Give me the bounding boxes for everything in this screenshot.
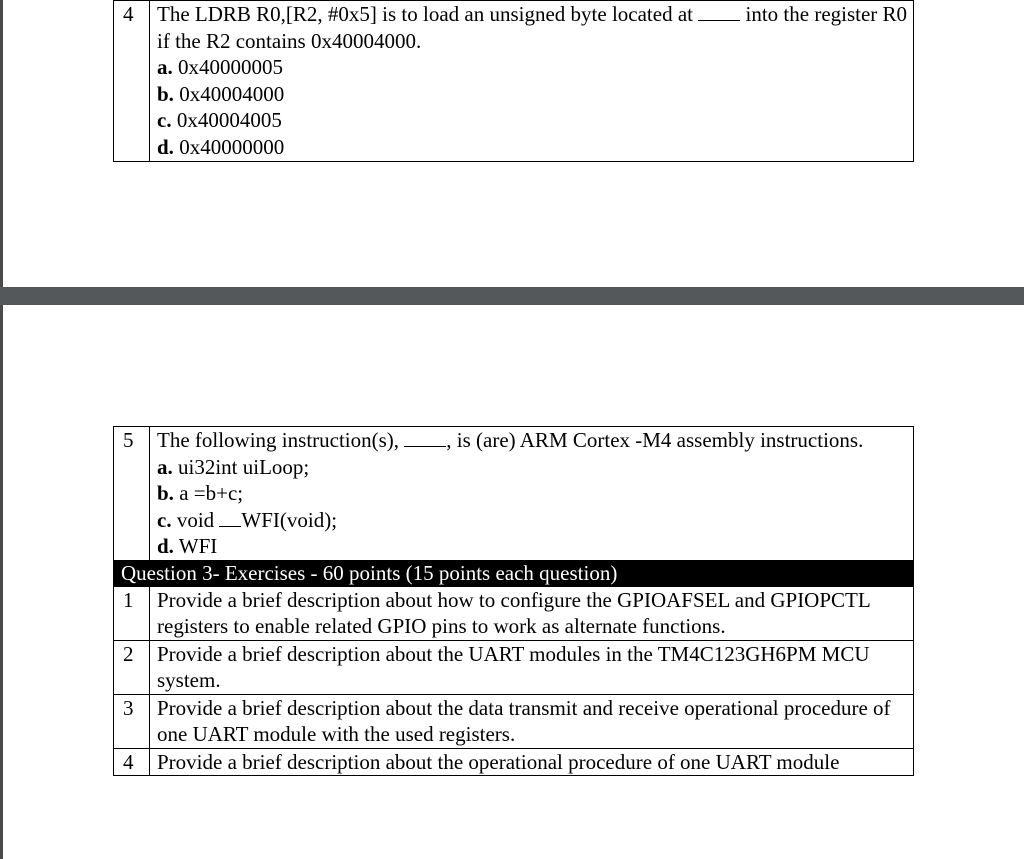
exercise-row xyxy=(114,694,914,748)
question-stem: The LDRB R0,[R2, #0x5] is to load an unsigned byte located at xyxy=(157,2,699,26)
question-number: 4 xyxy=(114,1,150,162)
section-header: Question 3- Exercises - 60 points (15 points each question) xyxy=(114,560,914,586)
exercise-text: Provide a brief description about the UART modules in the TM4C123GH6PM MCU system. xyxy=(150,640,914,694)
exercise-number: 4 xyxy=(114,748,150,776)
underscore-blank xyxy=(219,508,241,527)
exercise-row xyxy=(114,586,914,640)
option-a: a. ui32int uiLoop; xyxy=(157,454,310,479)
exercise-text: Provide a brief description about the data transmit and receive operational procedure of one UART module with the used registers. xyxy=(150,694,914,748)
question-stem: The following instruction(s), xyxy=(157,428,405,452)
option-d: d. WFI xyxy=(157,534,218,558)
option-c: c. void WFI(void); xyxy=(157,507,338,532)
option-a: a. 0x40000005 xyxy=(157,55,283,79)
option-d: d. 0x40000000 xyxy=(157,134,285,159)
question-5-body xyxy=(150,427,914,561)
exercise-number: 2 xyxy=(114,640,150,694)
question-4-body xyxy=(150,1,914,162)
answer-blank xyxy=(698,2,740,21)
exercise-row xyxy=(114,640,914,694)
question-5-table xyxy=(113,426,914,776)
question-4-table xyxy=(113,0,914,162)
answer-blank xyxy=(404,428,446,447)
option-b: b. 0x40004000 xyxy=(157,81,285,106)
exercise-row xyxy=(114,748,914,776)
question-number: 5 xyxy=(114,427,150,561)
exercise-text: Provide a brief description about the operational procedure of one UART module xyxy=(150,748,914,776)
option-b: b. a =b+c; xyxy=(157,481,244,505)
page-separator xyxy=(0,287,1024,305)
question-stem-cont: , is (are) ARM Cortex -M4 assembly instructions. xyxy=(446,428,864,452)
question-stem-cont: into the register R0 if the R2 contains 0x40004000. xyxy=(157,2,908,53)
exercise-number: 1 xyxy=(114,586,150,640)
exercise-text: Provide a brief description about how to configure the GPIOAFSEL and GPIOPCTL registers to enable related GPIO pins to work as alternate functions. xyxy=(150,586,914,640)
option-c: c. 0x40004005 xyxy=(157,108,282,132)
exercise-number: 3 xyxy=(114,694,150,748)
